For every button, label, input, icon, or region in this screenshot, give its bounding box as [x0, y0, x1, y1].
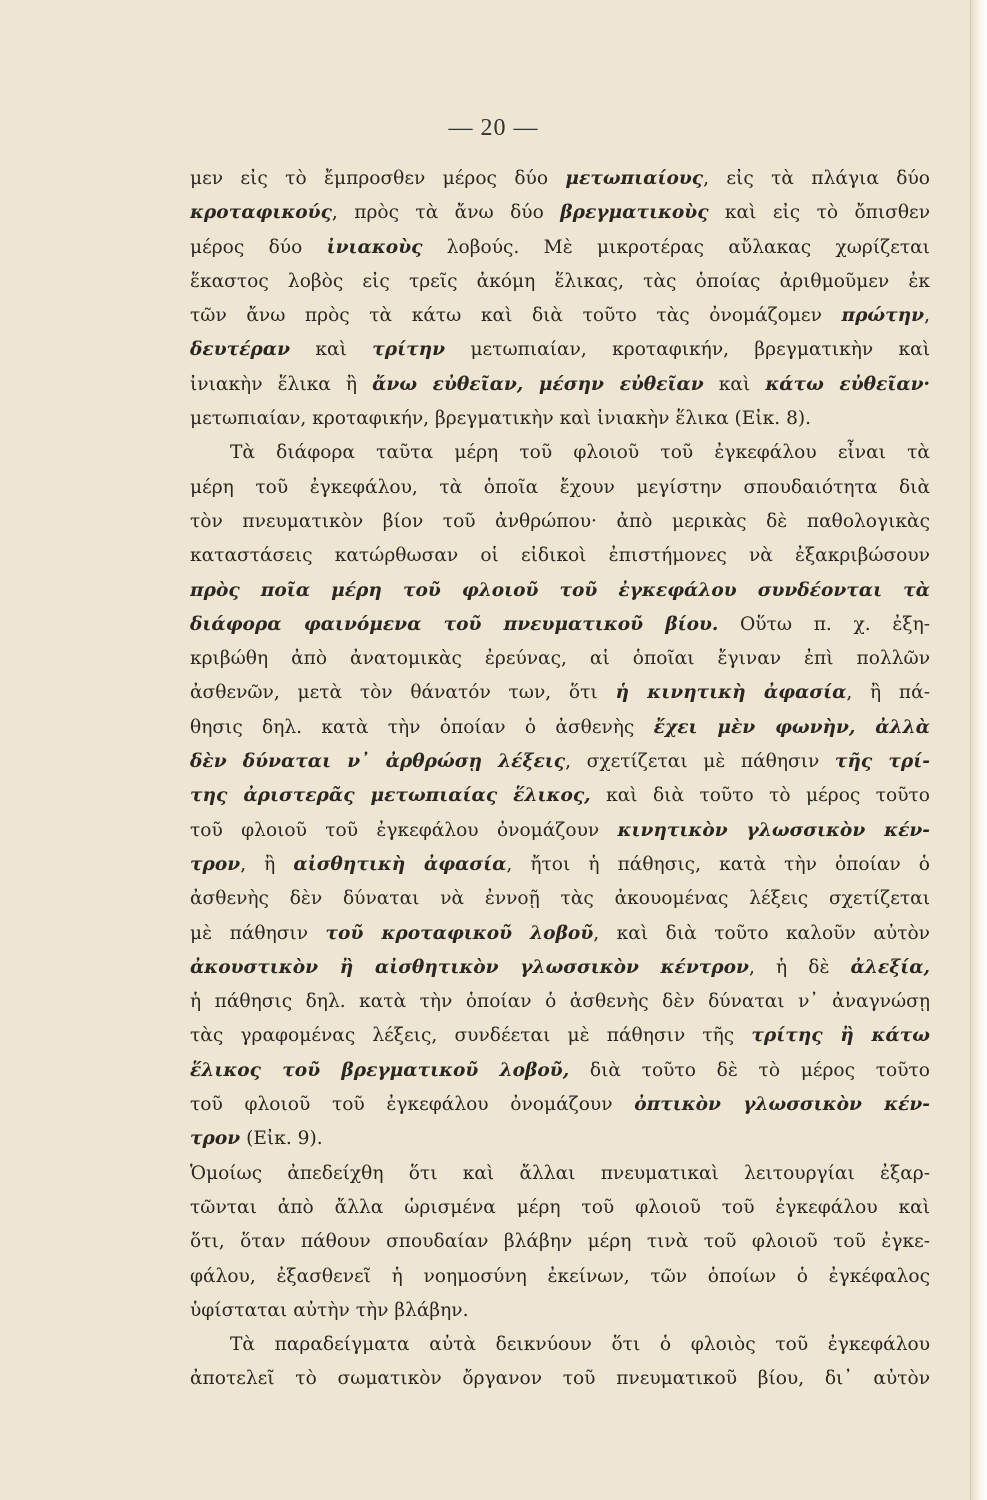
- text-segment: καὶ: [703, 373, 766, 395]
- text-segment: ἀσθενῶν, μετὰ τὸν θάνατόν των, ὅτι: [190, 682, 616, 704]
- text-line: [190, 231, 930, 265]
- text-line: [190, 745, 930, 779]
- text-line: [190, 574, 930, 608]
- text-segment: θησις δηλ. κατὰ τὴν ὁποίαν ὁ ἀσθενὴς: [190, 716, 654, 738]
- emphasis-term: ἔχει μὲν φωνὴν, ἀλλὰ: [653, 716, 930, 738]
- text-segment: , σχετίζεται μὲ πάθησιν: [565, 751, 835, 773]
- text-line: [190, 917, 930, 951]
- text-line: [190, 1157, 930, 1191]
- text-line: [190, 471, 930, 505]
- text-segment: καὶ διὰ τοῦτο τὸ μέρος τοῦτο: [590, 785, 930, 807]
- text-segment: ἀσθενὴς δὲν δύναται νὰ ἐννοῇ τὰς ἀκουομένας λέξεις σχετίζεται: [190, 888, 930, 910]
- text-line: [190, 1362, 930, 1396]
- text-line: [190, 814, 930, 848]
- text-line: [190, 162, 930, 196]
- text-line: [190, 1191, 930, 1225]
- text-segment: μὲ πάθησιν: [190, 922, 326, 944]
- text-line: [190, 299, 930, 333]
- text-segment: τῶνται ἀπὸ ἄλλα ὡρισμένα μέρη τοῦ φλοιοῦ τοῦ ἐγκεφάλου καὶ: [190, 1196, 930, 1218]
- emphasis-term: δὲν δύναται ν᾿ ἀρθρώσῃ λέξεις: [190, 751, 566, 773]
- text-segment: καὶ: [290, 339, 373, 361]
- emphasis-term: τοῦ κροταφικοῦ λοβοῦ: [325, 922, 594, 944]
- emphasis-term: μετωπιαίους: [565, 168, 704, 189]
- text-line: [190, 436, 930, 470]
- emphasis-term: πρὸς ποῖα μέρη τοῦ φλοιοῦ τοῦ ἐγκεφάλου συνδέονται τὰ: [190, 579, 930, 601]
- text-line: [190, 676, 930, 710]
- text-segment: λοβούς. Μὲ μικροτέρας αὔλακας χωρίζεται: [422, 236, 930, 258]
- text-segment: καὶ εἰς τὸ ὄπισθεν: [708, 202, 930, 224]
- text-segment: , πρὸς τὰ ἄνω δύο: [331, 202, 561, 224]
- text-line: [190, 1260, 930, 1294]
- emphasis-term: δευτέραν: [190, 339, 290, 361]
- text-segment: μετωπιαίαν, κροταφικήν, βρεγματικὴν καὶ ἰνιακὴν ἕλικα (Εἰκ. 8).: [190, 408, 812, 430]
- text-segment: ἰνιακὴν ἕλικα ἢ: [190, 373, 373, 395]
- emphasis-term: κάτω εὐθεῖαν·: [765, 373, 930, 395]
- text-line: [190, 642, 930, 676]
- page-number: — 20 —: [448, 115, 539, 141]
- text-segment: τὰς γραφομένας λέξεις, συνδέεται μὲ πάθησιν τῆς: [190, 1025, 752, 1047]
- emphasis-term: της ἀριστερᾶς μετωπιαίας ἕλικος,: [190, 785, 591, 807]
- text-line: [190, 1294, 930, 1328]
- text-segment: ὑφίσταται αὐτὴν τὴν βλάβην.: [190, 1299, 469, 1321]
- emphasis-term: ἕλικος τοῦ βρεγματικοῦ λοβοῦ,: [190, 1059, 570, 1081]
- text-segment: τοῦ φλοιοῦ τοῦ ἐγκεφάλου ὀνομάζουν: [190, 819, 618, 841]
- emphasis-term: κροταφικούς: [190, 202, 332, 224]
- text-line: [190, 539, 930, 573]
- text-line: [190, 265, 930, 299]
- text-segment: Οὕτω π. χ. ἐξη-: [718, 613, 930, 635]
- emphasis-term: ἰνιακοὺς: [326, 236, 423, 258]
- text-line: [190, 1225, 930, 1259]
- emphasis-term: αἰσθητικὴ ἀφασία: [293, 853, 507, 875]
- body-text: [190, 162, 930, 1397]
- text-line: [190, 402, 930, 436]
- text-segment: μετωπιαίαν, κροταφικήν, βρεγματικὴν καὶ: [445, 339, 930, 361]
- emphasis-term: βρεγματικοὺς: [560, 202, 709, 224]
- emphasis-term: ἡ κινητικὴ ἀφασία: [615, 682, 847, 704]
- text-segment: , εἰς τὰ πλάγια δύο: [703, 168, 930, 189]
- text-line: [190, 333, 930, 367]
- emphasis-term: κινητικὸν γλωσσικὸν κέν-: [617, 819, 930, 841]
- emphasis-term: ἄνω εὐθεῖαν, μέσην εὐθεῖαν: [372, 373, 704, 395]
- text-segment: , ἢ: [240, 853, 294, 875]
- text-segment: ἕκαστος λοβὸς εἰς τρεῖς ἀκόμη ἕλικας, τὰς ὁποίας ἀριθμοῦμεν ἐκ: [190, 270, 930, 292]
- text-line: [190, 1328, 930, 1362]
- text-segment: τὸν πνευματικὸν βίον τοῦ ἀνθρώπου· ἀπὸ μερικὰς δὲ παθολογικὰς: [190, 510, 930, 532]
- emphasis-term: ὀπτικὸν γλωσσικὸν κέν-: [634, 1094, 930, 1116]
- emphasis-term: τρον: [190, 1128, 241, 1150]
- text-segment: μεν εἰς τὸ ἔμπροσθεν μέρος δύο: [190, 168, 566, 189]
- text-line: [190, 848, 930, 882]
- text-line: [190, 368, 930, 402]
- emphasis-term: τῆς τρί-: [834, 751, 930, 773]
- text-segment: ,: [924, 305, 930, 327]
- text-segment: ἀποτελεῖ τὸ σωματικὸν ὄργανον τοῦ πνευματικοῦ βίου, δι᾿ αὐτὸν: [190, 1368, 930, 1390]
- text-segment: κριβώθη ἀπὸ ἀνατομικὰς ἐρεύνας, αἱ ὁποῖαι ἔγιναν ἐπὶ πολλῶν: [190, 648, 930, 670]
- text-line: [190, 1019, 930, 1053]
- text-segment: τῶν ἄνω πρὸς τὰ κάτω καὶ διὰ τοῦτο τὰς ὀνομάζομεν: [190, 305, 842, 327]
- emphasis-term: πρώτην: [841, 305, 925, 327]
- text-line: [190, 196, 930, 230]
- text-line: [190, 779, 930, 813]
- text-segment: τοῦ φλοιοῦ τοῦ ἐγκεφάλου ὀνομάζουν: [190, 1094, 635, 1116]
- text-line: [190, 985, 930, 1019]
- text-segment: μέρος δύο: [190, 236, 327, 258]
- text-line: [190, 951, 930, 985]
- text-line: [190, 1122, 930, 1156]
- text-segment: μέρη τοῦ ἐγκεφάλου, τὰ ὁποῖα ἔχουν μεγίστην σπουδαιότητα διὰ: [190, 476, 930, 498]
- emphasis-term: ἀκουστικὸν ἢ αἰσθητικὸν γλωσσικὸν κέντρον: [190, 956, 749, 978]
- text-segment: ὅτι, ὅταν πάθουν σπουδαίαν βλάβην μέρη τινὰ τοῦ φλοιοῦ τοῦ ἐγκε-: [190, 1231, 930, 1253]
- text-line: [190, 882, 930, 916]
- emphasis-term: τρον: [190, 853, 241, 875]
- text-line: [190, 1054, 930, 1088]
- emphasis-term: διάφορα φαινόμενα τοῦ πνευματικοῦ βίου.: [190, 613, 719, 635]
- text-segment: , ἡ δὲ: [748, 956, 851, 978]
- text-segment: Ὁμοίως ἀπεδείχθη ὅτι καὶ ἄλλαι πνευματικαὶ λειτουργίαι ἐξαρ-: [190, 1162, 930, 1184]
- text-line: [190, 505, 930, 539]
- emphasis-term: τρίτης ἢ κάτω: [751, 1025, 930, 1047]
- emphasis-term: τρίτην: [372, 339, 446, 361]
- text-segment: διὰ τοῦτο δὲ τὸ μέρος τοῦτο: [569, 1059, 930, 1081]
- text-segment: , ἤτοι ἡ πάθησις, κατὰ τὴν ὁποίαν ὁ: [506, 853, 930, 875]
- text-line: [190, 711, 930, 745]
- text-segment: (Εἰκ. 9).: [240, 1128, 323, 1150]
- text-segment: φάλου, ἐξασθενεῖ ἡ νοημοσύνη ἐκείνων, τῶν ὁποίων ὁ ἐγκέφαλος: [190, 1265, 930, 1287]
- text-segment: ἡ πάθησις δηλ. κατὰ τὴν ὁποίαν ὁ ἀσθενὴς δὲν δύναται ν᾿ ἀναγνώσῃ: [190, 991, 930, 1013]
- text-segment: Τὰ παραδείγματα αὐτὰ δεικνύουν ὅτι ὁ φλοιὸς τοῦ ἐγκεφάλου: [230, 1334, 930, 1356]
- text-line: [190, 1088, 930, 1122]
- text-segment: καταστάσεις κατώρθωσαν οἱ εἰδικοὶ ἐπιστήμονες νὰ ἐξακριβώσουν: [190, 545, 930, 567]
- page-edge: [970, 0, 987, 1500]
- text-segment: Τὰ διάφορα ταῦτα μέρη τοῦ φλοιοῦ τοῦ ἐγκεφάλου εἶναι τὰ: [230, 442, 930, 464]
- text-segment: , ἢ πά-: [846, 682, 930, 704]
- text-segment: , καὶ διὰ τοῦτο καλοῦν αὐτὸν: [593, 922, 930, 944]
- text-line: [190, 608, 930, 642]
- emphasis-term: ἀλεξία,: [850, 956, 930, 978]
